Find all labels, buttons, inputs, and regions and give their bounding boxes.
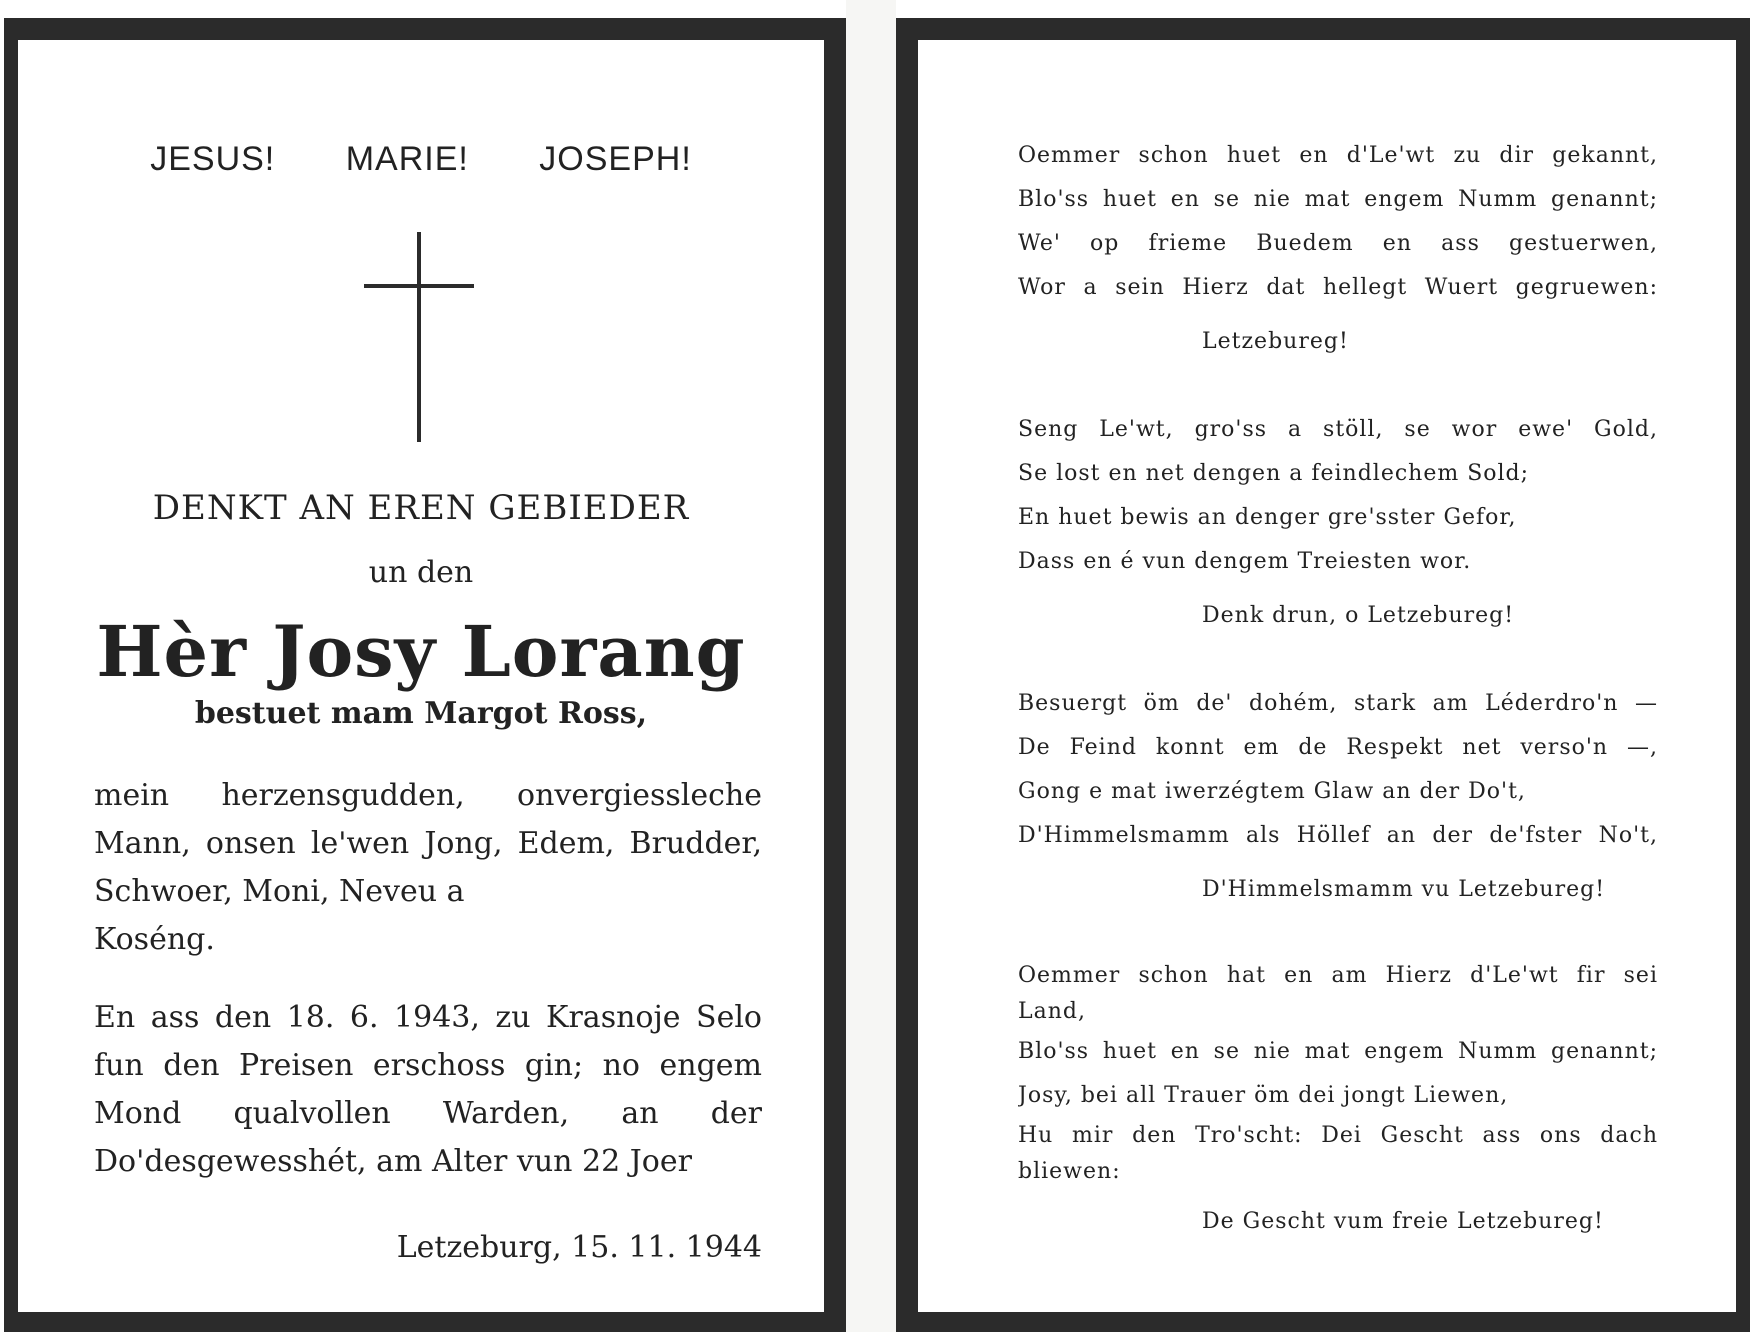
poem-line: Se lost en net dengen a feindlechem Sold; xyxy=(1018,461,1530,486)
poem-refrain: De Gescht vum freie Letzebureg! xyxy=(1202,1209,1604,1234)
poem-line: Gong e mat iwerzégtem Glaw an der Do't, xyxy=(1018,779,1526,804)
poem-line: Blo'ss huet en se nie mat engem Numm genannt; xyxy=(1018,187,1658,212)
death-paragraph: En ass den 18. 6. 1943, zu Krasnoje Selo fun den Preisen erschoss gin; no engem Mond qualvollen Warden, an der Do'desgewesshét, am Alter vun 22 Joer xyxy=(94,1000,762,1179)
cross-vertical-bar xyxy=(417,232,421,442)
poem-line: D'Himmelsmamm als Höllef an der de'fster No't, xyxy=(1018,823,1658,848)
poem-line-wrapped xyxy=(1018,1118,1658,1190)
poem-line: Oemmer schon huet en d'Le'wt zu dir gekannt, xyxy=(1018,143,1658,168)
poem-line: We' op frieme Buedem en ass gestuerwen, xyxy=(1018,231,1658,256)
poem-line: Josy, bei all Trauer öm dei jongt Liewen, xyxy=(1018,1083,1509,1108)
poem-line: Blo'ss huet en se nie mat engem Numm genannt; xyxy=(1018,1039,1658,1064)
poem-refrain: Denk drun, o Letzebureg! xyxy=(1202,603,1515,628)
poem-line: Wor a sein Hierz dat hellegt Wuert gegruewen: xyxy=(1018,275,1658,300)
memorial-card-right-panel xyxy=(896,18,1750,1332)
cross-horizontal-bar xyxy=(364,284,474,288)
poem-refrain: Letzebureg! xyxy=(1202,329,1349,354)
invocation-marie: MARIE! xyxy=(345,140,469,178)
poem-line-wrapped xyxy=(1018,958,1658,1030)
poem-line: Seng Le'wt, gro'ss a stöll, se wor ewe' Gold, xyxy=(1018,417,1658,442)
card-fold-gap xyxy=(846,0,896,1332)
invocation-jesus: JESUS! xyxy=(150,140,276,178)
poem-refrain: D'Himmelsmamm vu Letzebureg! xyxy=(1202,877,1606,902)
invocations-line xyxy=(18,140,824,179)
poem-line: Besuergt öm de' dohém, stark am Léderdro'n — xyxy=(1018,691,1658,716)
poem-line-tail: Land, xyxy=(1018,999,1086,1024)
poem-stanza-1 xyxy=(1018,134,1658,362)
memorial-subheading: un den xyxy=(368,555,474,590)
place-date-line: Letzeburg, 15. 11. 1944 xyxy=(396,1230,762,1265)
spouse-line: bestuet mam Margot Ross, xyxy=(194,696,648,731)
poem-stanza-4 xyxy=(1018,958,1658,1242)
relation-paragraph xyxy=(94,772,762,964)
poem-line-tail: bliewen: xyxy=(1018,1159,1121,1184)
deceased-name: Hèr Josy Lorang xyxy=(96,610,746,693)
poem-line-main: Oemmer schon hat en am Hierz d'Le'wt fir sei xyxy=(1018,963,1658,988)
memorial-heading: DENKT AN EREN GEBIEDER xyxy=(152,488,690,528)
invocation-joseph: JOSEPH! xyxy=(539,140,692,178)
poem-line: En huet bewis an denger gre'sster Gefor, xyxy=(1018,505,1517,530)
poem-line: Dass en é vun dengem Treiesten wor. xyxy=(1018,549,1472,574)
poem-stanza-3 xyxy=(1018,682,1658,910)
poem-line: De Feind konnt em de Respekt net verso'n —, xyxy=(1018,735,1658,760)
relation-text: mein herzensgudden, onvergiessleche Mann, onsen le'wen Jong, Edem, Brudder, Schwoer, Moni, Neveu a xyxy=(94,778,762,909)
poem-stanza-2 xyxy=(1018,408,1658,636)
poem-line-main: Hu mir den Tro'scht: Dei Gescht ass ons dach xyxy=(1018,1123,1658,1148)
relation-last-line: Koséng. xyxy=(94,922,215,957)
memorial-card-left-panel xyxy=(4,18,846,1332)
